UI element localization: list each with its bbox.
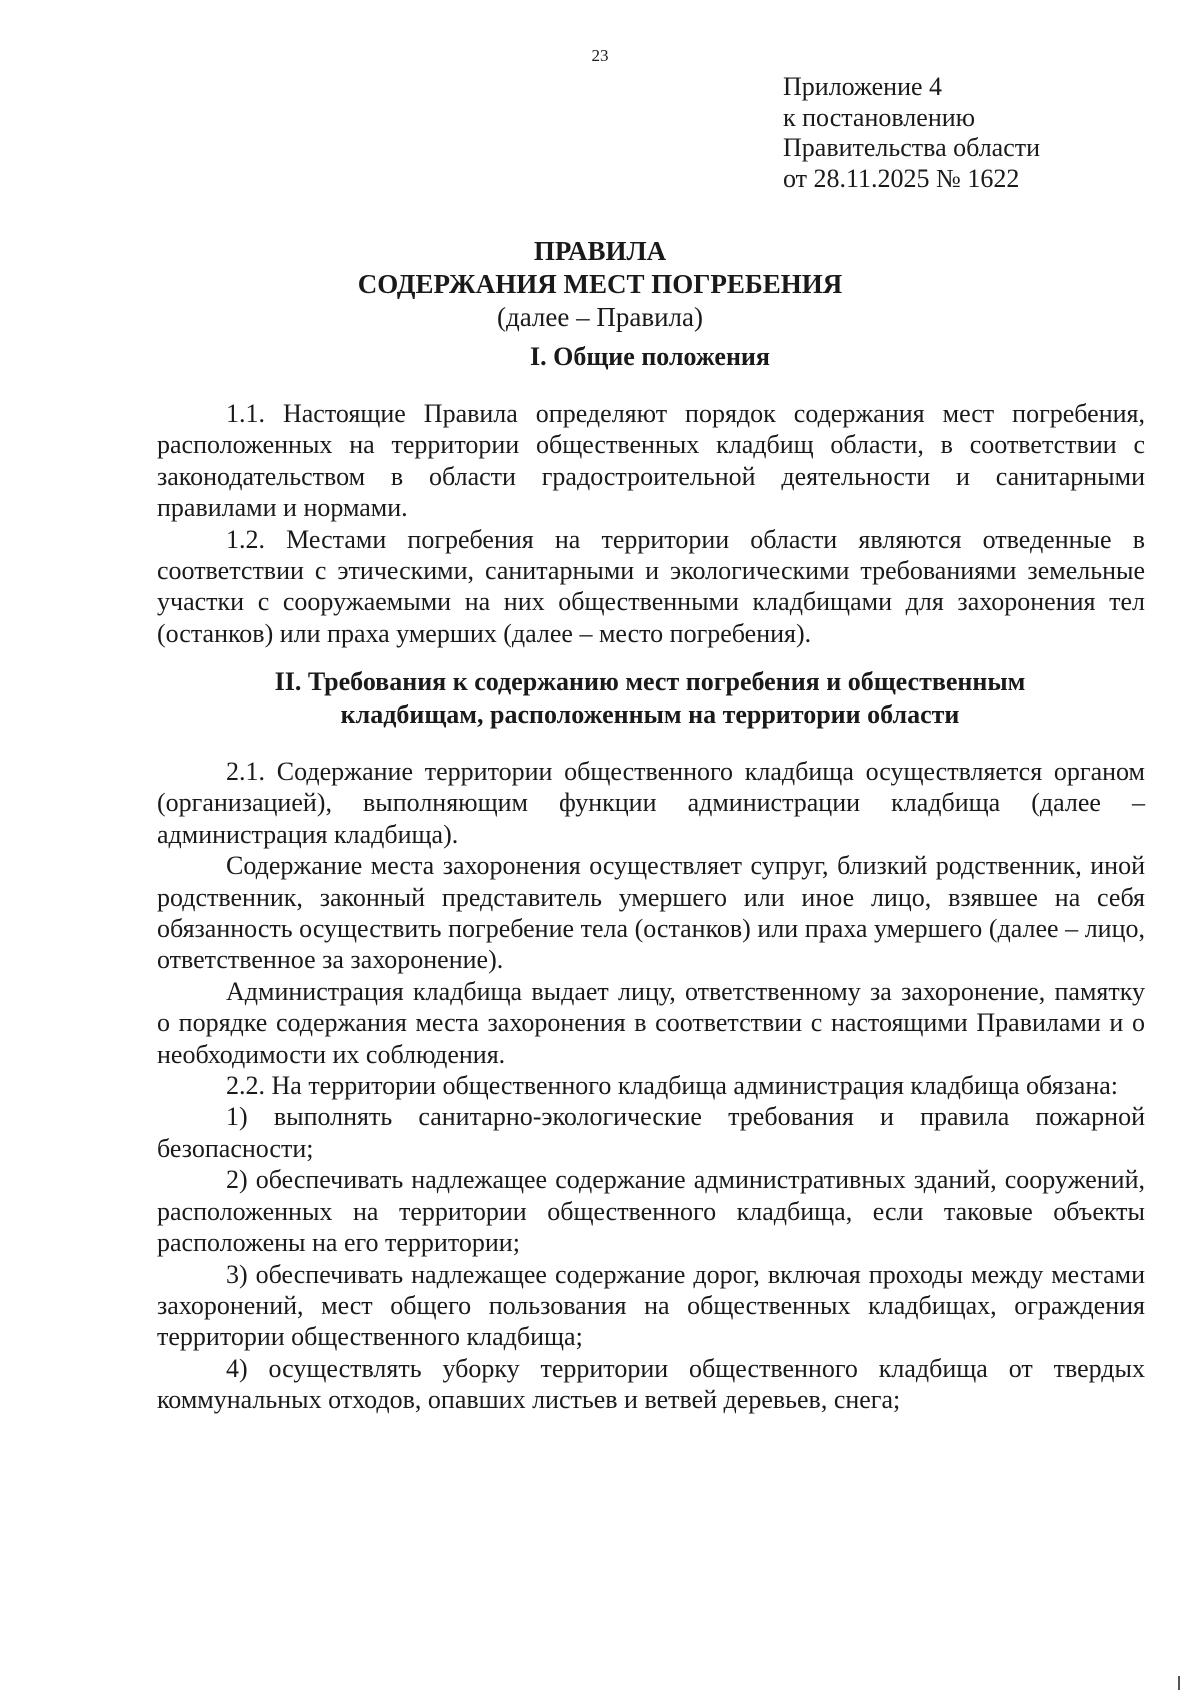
annex-block (783, 72, 1183, 194)
annex-line: Правительства области (783, 133, 1041, 163)
list-item-1: 1) выполнять санитарно-экологические требования и правила пожарной безопасности; (157, 1102, 1145, 1163)
title-line-subject: СОДЕРЖАНИЯ МЕСТ ПОГРЕБЕНИЯ (357, 269, 843, 299)
paragraph-memo: Администрация кладбища выдает лицу, ответственному за захоронение, памятку о порядке содержания места захоронения в соответствии с настоящими Правилами и о необходимости их соблюдения. (157, 976, 1145, 1069)
margin-mark (1178, 1676, 1180, 1690)
annex-line: Приложение 4 (783, 72, 943, 101)
paragraph-1-1: 1.1. Настоящие Правила определяют порядок содержания мест погребения, расположенных на территории общественных кладбищ области, в соответствии с законодательством в области градостроительной деятельности и санитарными правилами и нормами. (157, 399, 1145, 523)
section-2-heading (150, 665, 1150, 731)
paragraph-2-2: 2.2. На территории общественного кладбища администрация кладбища обязана: (226, 1071, 1119, 1101)
paragraph-1-2: 1.2. Местами погребения на территории области являются отведенные в соответствии с этическими, санитарными и экологическими требованиями земельные участки с сооружаемыми на них общественными кладбищами для захоронения тел (останков) или праха умерших (далее – место погребения). (157, 524, 1145, 648)
section-1-heading: I. Общие положения (530, 342, 770, 371)
annex-line: от 28.11.2025 № 1622 (783, 163, 1020, 193)
section-1-body (157, 398, 1145, 649)
list-item-2: 2) обеспечивать надлежащее содержание административных зданий, сооружений, расположенных на территории общественного кладбища, если таковые объекты расположены на его территории; (157, 1165, 1145, 1258)
annex-line: к постановлению (783, 102, 976, 132)
paragraph-2-1: 2.1. Содержание территории общественного кладбища осуществляется органом (организацией), выполняющим функции администрации кладбища (далее – администрация кладбища). (157, 757, 1145, 849)
list-item-3: 3) обеспечивать надлежащее содержание дорог, включая проходы между местами захоронений, мест общего пользования на общественных кладбищах, ограждения территории общественного кладбища; (157, 1259, 1145, 1352)
section-2-heading-line: кладбищам, расположенным на территории области (340, 700, 960, 729)
list-item-4: 4) осуществлять уборку территории общественного кладбища от твердых коммунальных отходов, опавших листьев и ветвей деревьев, снега; (157, 1353, 1145, 1415)
title-line-short-name: (далее – Правила) (496, 302, 704, 332)
section-2-heading-line: II. Требования к содержанию мест погребения и общественным (274, 667, 1026, 696)
page-number: 23 (591, 46, 609, 65)
title-line-rules: ПРАВИЛА (533, 236, 667, 266)
section-2-body (157, 756, 1145, 1416)
document-title (0, 235, 1200, 334)
paragraph-responsible-person: Содержание места захоронения осуществляет супруг, близкий родственник, иной родственник, законный представитель умершего или иное лицо, взявшее на себя обязанность осуществить погребение тела (останков) или праха умершего (далее – лицо, ответственное за захоронение). (157, 851, 1145, 975)
